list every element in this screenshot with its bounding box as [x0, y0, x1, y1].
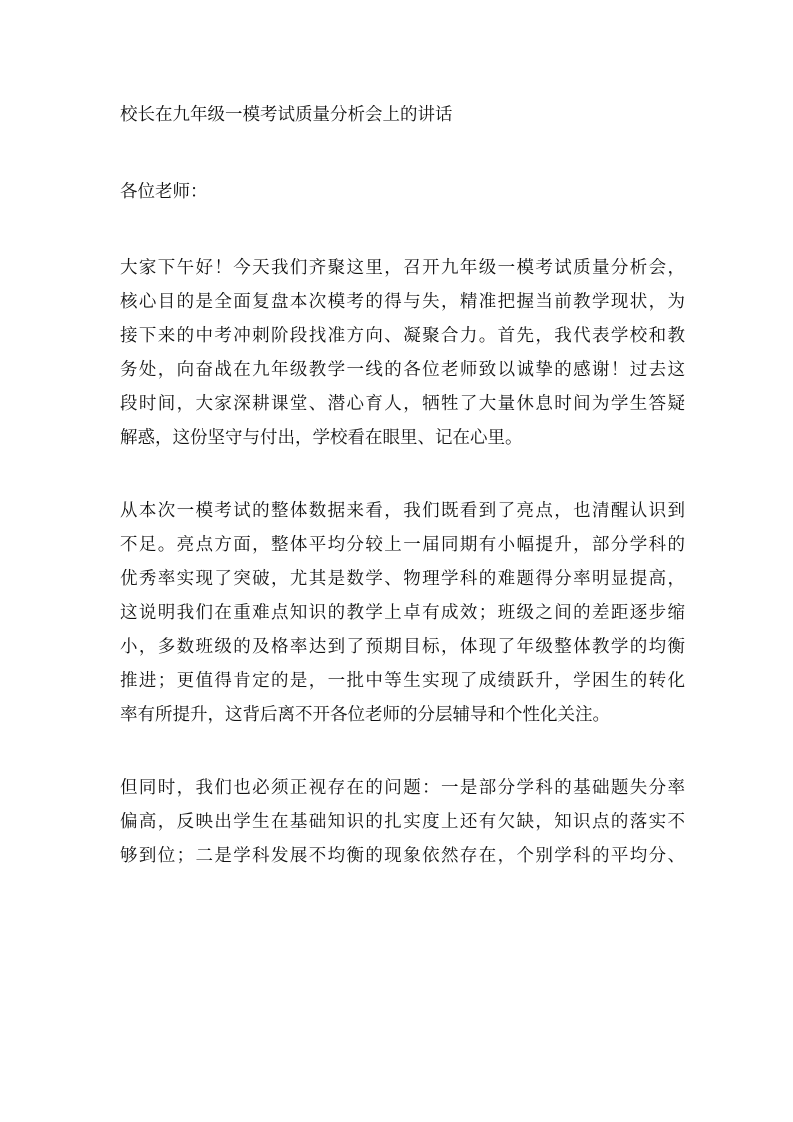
- paragraph-line: 接下来的中考冲刺阶段找准方向、凝聚合力。首先，我代表学校和教: [120, 326, 685, 346]
- paragraph-2: [120, 494, 685, 732]
- paragraph-line: 段时间，大家深耕课堂、潜心育人，牺牲了大量休息时间为学生答疑: [120, 394, 685, 414]
- paragraph-line: 不足。亮点方面，整体平均分较上一届同期有小幅提升，部分学科的: [120, 535, 685, 555]
- paragraph-line: 大家下午好！今天我们齐聚这里，召开九年级一模考试质量分析会，: [120, 258, 685, 278]
- paragraph-line: 偏高，反映出学生在基础知识的扎实度上还有欠缺，知识点的落实不: [120, 812, 685, 832]
- paragraph-line: 但同时，我们也必须正视存在的问题：一是部分学科的基础题失分率: [120, 778, 685, 798]
- paragraph-line: 够到位；二是学科发展不均衡的现象依然存在，个别学科的平均分、: [120, 846, 685, 866]
- paragraph-line: 率有所提升，这背后离不开各位老师的分层辅导和个性化关注。: [120, 705, 610, 725]
- document-title: 校长在九年级一模考试质量分析会上的讲话: [120, 105, 453, 125]
- paragraph-line: 核心目的是全面复盘本次模考的得与失，精准把握当前教学现状，为: [120, 292, 685, 312]
- document-body: [120, 97, 685, 912]
- paragraph-line: 小，多数班级的及格率达到了预期目标，体现了年级整体教学的均衡: [120, 637, 685, 657]
- paragraph-line: 从本次一模考试的整体数据来看，我们既看到了亮点，也清醒认识到: [120, 501, 685, 521]
- paragraph-line: 推进；更值得肯定的是，一批中等生实现了成绩跃升，学困生的转化: [120, 671, 685, 691]
- paragraph-line: 优秀率实现了突破，尤其是数学、物理学科的难题得分率明显提高，: [120, 569, 685, 589]
- salutation: 各位老师：: [120, 182, 208, 202]
- paragraph-1: [120, 251, 685, 455]
- paragraph-line: 务处，向奋战在九年级教学一线的各位老师致以诚挚的感谢！过去这: [120, 360, 685, 380]
- paragraph-line: 解惑，这份坚守与付出，学校看在眼里、记在心里。: [120, 428, 523, 448]
- paragraph-line: 这说明我们在重难点知识的教学上卓有成效；班级之间的差距逐步缩: [120, 603, 685, 623]
- paragraph-3: [120, 771, 685, 873]
